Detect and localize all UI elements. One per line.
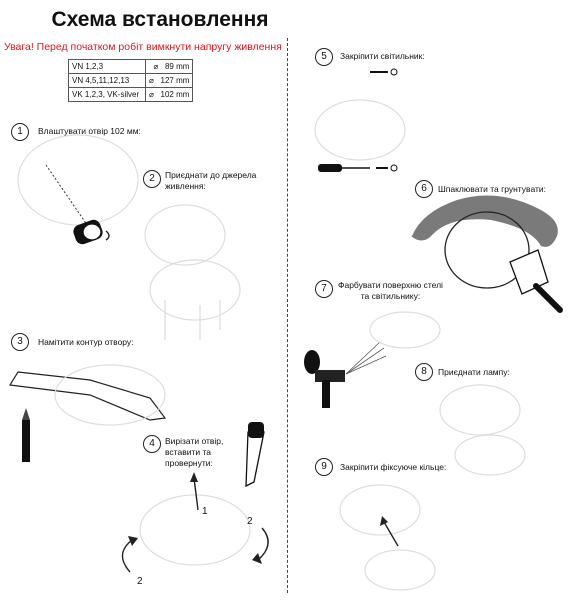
step-9-text: Закріпити фіксуюче кільце: bbox=[340, 462, 447, 472]
lamp-ghost bbox=[145, 205, 225, 265]
step-8-text: Приєднати лампу: bbox=[438, 367, 510, 377]
arrow-label-2b: 2 bbox=[137, 576, 143, 587]
step-number-4: 4 bbox=[143, 435, 161, 453]
step-number-7: 7 bbox=[315, 280, 333, 298]
template-sheet-icon bbox=[10, 372, 165, 420]
table-row: VN 4,5,11,12,13 ⌀ 127 mm bbox=[69, 74, 193, 88]
arrow-label-1: 1 bbox=[202, 506, 208, 517]
step-7-text: Фарбувати поверхню стелі та світильнику: bbox=[338, 280, 443, 301]
saw-icon bbox=[246, 422, 264, 486]
page-title: Схема встановлення bbox=[51, 8, 269, 31]
table-row: VN 1,2,3 ⌀ 89 mm bbox=[69, 60, 193, 74]
screw-icon bbox=[370, 69, 397, 75]
step-number-3: 3 bbox=[11, 333, 29, 351]
arrow-ring bbox=[384, 522, 398, 546]
step-number-6: 6 bbox=[415, 180, 433, 198]
drill-icon bbox=[71, 218, 109, 246]
screwdriver-icon bbox=[318, 164, 397, 172]
rotate-arrow-left bbox=[122, 540, 132, 572]
warning-text: Увага! Перед початком робіт вимкнути напругу живлення bbox=[4, 41, 282, 53]
step-number-8: 8 bbox=[415, 363, 433, 381]
spray-gun-icon bbox=[304, 342, 386, 408]
step-4-text: Вирізати отвір, вставити та провернути: bbox=[165, 436, 224, 468]
arrow-up-1 bbox=[194, 478, 198, 510]
step-number-1: 1 bbox=[11, 123, 29, 141]
drill-guide-line bbox=[46, 165, 92, 232]
step-3-text: Намітити контур отвору: bbox=[38, 337, 134, 347]
step-1-text: Влаштувати отвір 102 мм: bbox=[38, 126, 141, 136]
arrow-label-2a: 2 bbox=[247, 516, 253, 527]
step-number-5: 5 bbox=[315, 48, 333, 66]
step-6-text: Шпаклювати та грунтувати: bbox=[438, 184, 546, 194]
spatula-icon bbox=[510, 250, 560, 310]
step-number-9: 9 bbox=[315, 458, 333, 476]
step-2-text: Приєднати до джерела живлення: bbox=[165, 170, 257, 191]
step-number-2: 2 bbox=[143, 170, 161, 188]
pencil-icon bbox=[22, 408, 30, 462]
rotate-arrow-right bbox=[258, 528, 268, 560]
table-row: VK 1,2,3, VK-silver ⌀ 102 mm bbox=[69, 88, 193, 102]
step-5-text: Закріпити світильник: bbox=[340, 51, 425, 61]
